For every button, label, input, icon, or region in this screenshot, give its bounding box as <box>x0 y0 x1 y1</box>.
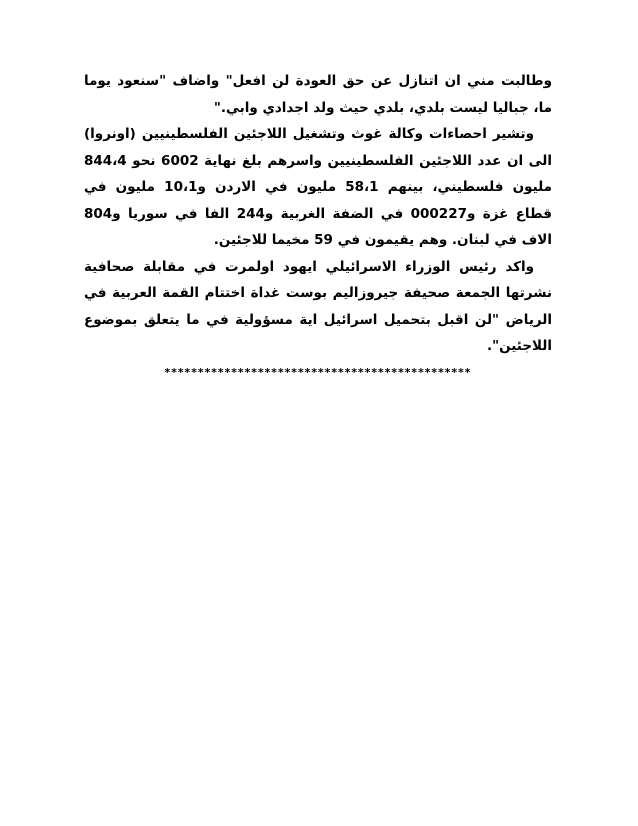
paragraph-olmert-statement: واكد رئيس الوزراء الاسرائيلي ايهود اولمرت في مقابلة صحافية نشرتها الجمعة صحيفة جيروزاليم بوست غداة اختتام القمة العربية في الرياض "لن اقبل بتحميل اسرائيل اية مسؤولية في ما يتعلق بموضوع اللاجئين". <box>84 258 552 354</box>
asterisk-separator: ********************************************** <box>164 366 471 379</box>
paragraph-quote: وطالبت مني ان اتنازل عن حق العودة لن افعل" واضاف "سنعود يوما ما، جباليا ليست بلدي، بلدي حيث ولد اجدادي وابي." <box>84 73 552 116</box>
paragraph-unrwa-statistics: وتشير احصاءات وكالة غوث وتشغيل اللاجئين الفلسطينيين (اونروا) الى ان عدد اللاجئين الفلسطينيين واسرهم بلغ نهاية 6002 نحو 844،4 مليون فلسطيني، بينهم 58،1 مليون في الاردن و10،1 مليون في قطاع غزة و000227 في الضفة الغربية و244 الفا في سوريا و804 الاف في لبنان. وهم يقيمون في 59 مخيما للاجئين. <box>84 126 552 248</box>
article-text <box>84 68 552 360</box>
